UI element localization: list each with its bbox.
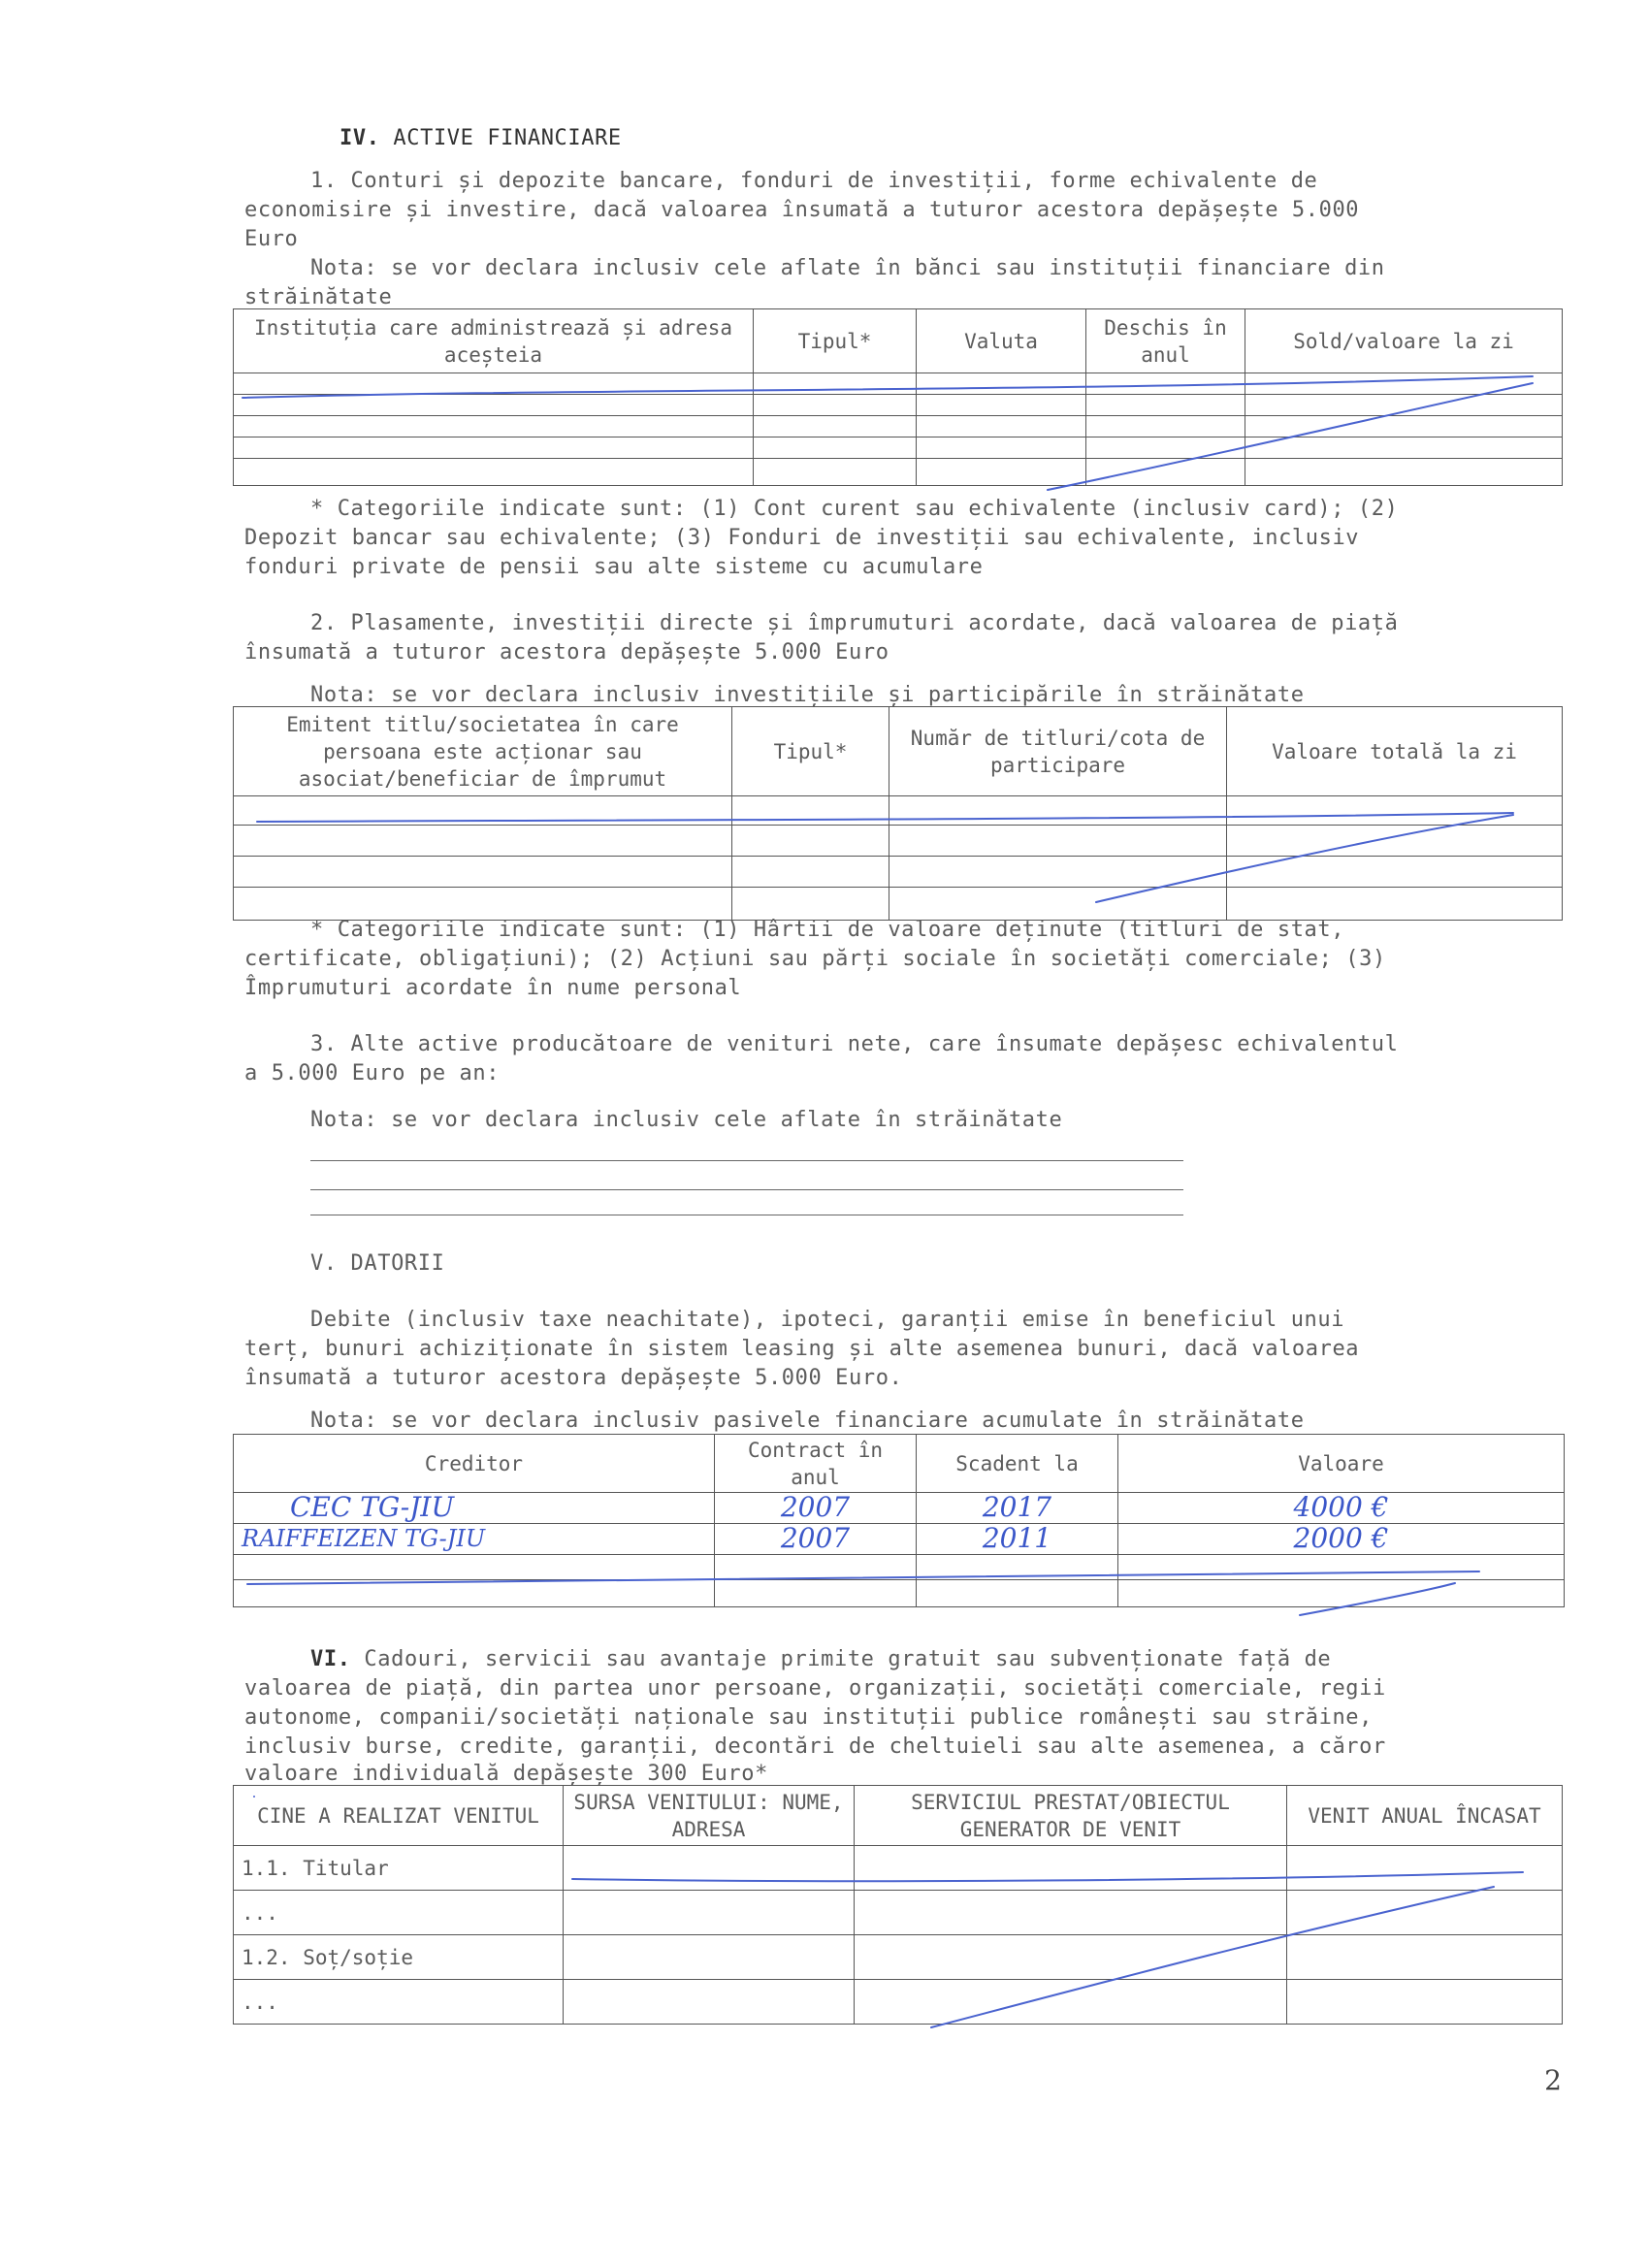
item1-note-line-1: Nota: se vor declara inclusiv cele aflate în bănci sau instituții financiare din xyxy=(310,256,1385,280)
section-vi-line-4: inclusiv burse, credite, garanții, decontări de cheltuieli sau alte asemenea, a căror xyxy=(244,1734,1386,1759)
table-row xyxy=(234,796,1563,826)
table-row xyxy=(234,1555,1565,1580)
due-year-cell: 2017 xyxy=(982,1492,1052,1523)
header-shares: Număr de titluri/cota de participare xyxy=(889,707,1227,796)
value-cell: 2000 € xyxy=(1293,1523,1389,1554)
contract-year-cell: 2007 xyxy=(780,1523,851,1554)
header-type: Tipul* xyxy=(732,707,889,796)
row-label: 1.1. Titular xyxy=(234,1846,564,1891)
header-source: SURSA VENITULUI: NUME, ADRESA xyxy=(564,1786,855,1846)
debts-intro-line-2: terț, bunuri achiziționate în sistem leasing și alte asemenea bunuri, dacă valoarea xyxy=(244,1337,1360,1361)
header-issuer: Emitent titlu/societatea în care persoana este acționar sau asociat/beneficiar de împrumut xyxy=(234,707,732,796)
header-opened-year: Deschis în anul xyxy=(1086,309,1245,373)
table-row xyxy=(234,1980,1563,2025)
debts-note: Nota: se vor declara inclusiv pasivele financiare acumulate în străinătate xyxy=(310,1409,1305,1433)
table-row xyxy=(234,459,1563,486)
header-creditor: Creditor xyxy=(234,1435,715,1493)
item1-line-3: Euro xyxy=(244,227,299,251)
item2-line-2: însumată a tuturor acestora depășește 5.000 Euro xyxy=(244,640,889,664)
value-cell: 4000 € xyxy=(1293,1492,1389,1523)
row-label: ... xyxy=(234,1980,564,2025)
item3-note: Nota: se vor declara inclusiv cele aflate în străinătate xyxy=(310,1108,1063,1132)
table-row xyxy=(234,1580,1565,1607)
item1-note-line-2: străinătate xyxy=(244,285,393,309)
gifts-table xyxy=(233,1785,1563,2025)
section-iv-title: IV. ACTIVE FINANCIARE xyxy=(340,126,622,150)
item3-line-1: 3. Alte active producătoare de venituri nete, care însumate depășesc echivalentul xyxy=(310,1032,1399,1056)
table-row xyxy=(234,1524,1565,1555)
header-balance: Sold/valoare la zi xyxy=(1245,309,1563,373)
section-vi-text-1: Cadouri, servicii sau avantaje primite gratuit sau subvenționate față de xyxy=(364,1647,1332,1671)
table-row xyxy=(234,437,1563,459)
header-type: Tipul* xyxy=(754,309,917,373)
header-total-value: Valoare totală la zi xyxy=(1227,707,1563,796)
header-currency: Valuta xyxy=(917,309,1086,373)
blank-line-1 xyxy=(310,1160,1183,1161)
row-label: ... xyxy=(234,1891,564,1935)
table2-footnote-line-1: * Categoriile indicate sunt: (1) Hârtii de valoare deținute (titluri de stat, xyxy=(310,918,1345,942)
table-row xyxy=(234,1935,1563,1980)
header-due: Scadent la xyxy=(917,1435,1118,1493)
section-vi-line-3: autonome, companii/societăți naționale sau instituții publice românești sau străine, xyxy=(244,1705,1373,1730)
item1-line-1: 1. Conturi și depozite bancare, fonduri de investiții, forme echivalente de xyxy=(310,169,1318,193)
table-row xyxy=(234,857,1563,888)
section-vi-line-1 xyxy=(310,1645,1331,1674)
header-contract-year: Contract în anul xyxy=(715,1435,917,1493)
table-row xyxy=(234,1493,1565,1524)
row-label: 1.2. Soț/soție xyxy=(234,1935,564,1980)
item2-line-1: 2. Plasamente, investiții directe și împrumuturi acordate, dacă valoarea de piață xyxy=(310,611,1399,635)
debts-intro-line-3: însumată a tuturor acestora depășește 5.000 Euro. xyxy=(244,1366,903,1390)
debts-table xyxy=(233,1434,1565,1607)
bank-accounts-table xyxy=(233,308,1563,486)
table2-footnote-line-3: Împrumuturi acordate în nume personal xyxy=(244,976,742,1000)
contract-year-cell: 2007 xyxy=(780,1492,851,1523)
due-year-cell: 2011 xyxy=(982,1523,1052,1554)
table-row xyxy=(234,1846,1563,1891)
table1-footnote-line-3: fonduri private de pensii sau alte sisteme cu acumulare xyxy=(244,555,984,579)
item1-line-2: economisire și investire, dacă valoarea însumată a tuturor acestora depășește 5.000 xyxy=(244,198,1360,222)
table-row xyxy=(234,416,1563,437)
debts-intro-line-1: Debite (inclusiv taxe neachitate), ipoteci, garanții emise în beneficiul unui xyxy=(310,1308,1345,1332)
section-vi-title: VI. xyxy=(310,1647,351,1671)
header-who: CINE A REALIZAT VENITUL xyxy=(234,1786,564,1846)
header-service: SERVICIUL PRESTAT/OBIECTUL GENERATOR DE VENIT xyxy=(855,1786,1287,1846)
section-v-title: V. DATORII xyxy=(310,1251,445,1276)
table-row xyxy=(234,373,1563,395)
table-row xyxy=(234,826,1563,857)
header-value: Valoare xyxy=(1118,1435,1565,1493)
section-vi-line-2: valoarea de piață, din partea unor persoane, organizații, societăți comerciale, regii xyxy=(244,1676,1386,1701)
item2-note: Nota: se vor declara inclusiv investițiile și participările în străinătate xyxy=(310,683,1305,707)
creditor-cell: CEC TG-JIU xyxy=(290,1492,455,1523)
header-annual-income: VENIT ANUAL ÎNCASAT xyxy=(1287,1786,1563,1846)
investments-table xyxy=(233,706,1563,921)
creditor-cell: RAIFFEIZEN TG-JIU xyxy=(242,1525,486,1552)
table1-footnote-line-2: Depozit bancar sau echivalente; (3) Fonduri de investiții sau echivalente, inclusiv xyxy=(244,526,1360,550)
blank-line-2 xyxy=(310,1189,1183,1190)
table2-footnote-line-2: certificate, obligațiuni); (2) Acțiuni sau părți sociale în societăți comerciale; (3) xyxy=(244,947,1386,971)
table-row xyxy=(234,395,1563,416)
table-row xyxy=(234,1891,1563,1935)
table1-footnote-line-1: * Categoriile indicate sunt: (1) Cont curent sau echivalente (inclusiv card); (2) xyxy=(310,497,1399,521)
item3-line-2: a 5.000 Euro pe an: xyxy=(244,1061,501,1085)
header-institution: Instituția care administrează și adresa aceșteia xyxy=(234,309,754,373)
page-number: 2 xyxy=(1544,2064,1562,2096)
section-vi-line-5: valoare individuală depășește 300 Euro* xyxy=(244,1762,768,1786)
